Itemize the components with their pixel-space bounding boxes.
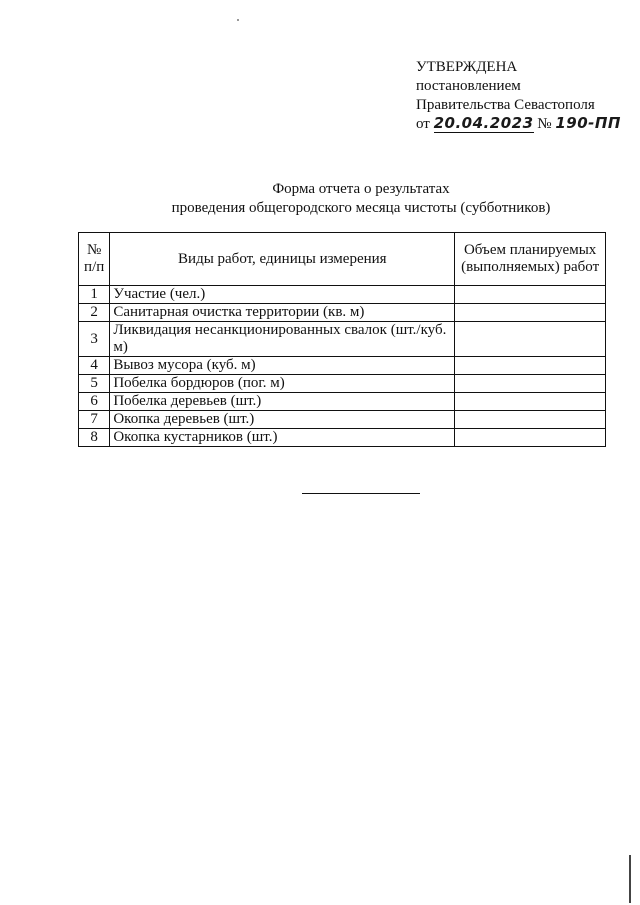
scan-speck: [237, 19, 239, 21]
row-work: Участие (чел.): [110, 286, 455, 304]
table-header-row: [79, 233, 606, 286]
table-row: [79, 357, 606, 375]
row-volume[interactable]: [455, 304, 606, 322]
row-volume[interactable]: [455, 357, 606, 375]
approval-date-line: [416, 115, 621, 134]
approval-line-government: Правительства Севастополя: [416, 97, 595, 113]
table-row: [79, 286, 606, 304]
form-title-line-1: Форма отчета о результатах: [272, 181, 450, 197]
row-num: 8: [79, 429, 110, 447]
header-volume: Объем планируемых (выполняемых) работ: [455, 233, 606, 286]
row-work: Вывоз мусора (куб. м): [110, 357, 455, 375]
row-num: 5: [79, 375, 110, 393]
row-work: Побелка бордюров (пог. м): [110, 375, 455, 393]
row-volume[interactable]: [455, 411, 606, 429]
row-volume[interactable]: [455, 286, 606, 304]
approval-number-sign: №: [537, 116, 552, 132]
approval-number-handwritten: 190-ПП: [555, 114, 621, 132]
table-row: [79, 411, 606, 429]
approval-status: УТВЕРЖДЕНА: [416, 59, 518, 75]
approval-block: [416, 58, 621, 134]
closing-rule: [302, 493, 420, 494]
approval-number-field: [555, 115, 621, 132]
row-volume[interactable]: [455, 393, 606, 411]
row-work: Ликвидация несанкционированных свалок (шт./куб. м): [110, 322, 455, 357]
row-num: 4: [79, 357, 110, 375]
scan-edge-mark: [629, 855, 631, 903]
row-work: Побелка деревьев (шт.): [110, 393, 455, 411]
table-row: [79, 393, 606, 411]
row-work: Санитарная очистка территории (кв. м): [110, 304, 455, 322]
row-volume[interactable]: [455, 375, 606, 393]
row-work: Окопка кустарников (шт.): [110, 429, 455, 447]
header-num: № п/п: [79, 233, 110, 286]
table-row: [79, 375, 606, 393]
approval-date-prefix: от: [416, 116, 430, 132]
row-num: 1: [79, 286, 110, 304]
table-row: [79, 322, 606, 357]
row-num: 2: [79, 304, 110, 322]
approval-date-handwritten: 20.04.2023: [433, 114, 534, 132]
row-volume[interactable]: [455, 322, 606, 357]
form-title-line-2: проведения общегородского месяца чистоты (субботников): [171, 200, 551, 216]
row-num: 3: [79, 322, 110, 357]
form-title: [0, 180, 640, 218]
table-row: [79, 304, 606, 322]
approval-line-resolution: постановлением: [416, 78, 521, 94]
table-row: [79, 429, 606, 447]
header-work-type: Виды работ, единицы измерения: [110, 233, 455, 286]
report-table: [78, 232, 606, 447]
approval-date-field: [434, 115, 534, 133]
row-volume[interactable]: [455, 429, 606, 447]
row-num: 7: [79, 411, 110, 429]
row-num: 6: [79, 393, 110, 411]
row-work: Окопка деревьев (шт.): [110, 411, 455, 429]
